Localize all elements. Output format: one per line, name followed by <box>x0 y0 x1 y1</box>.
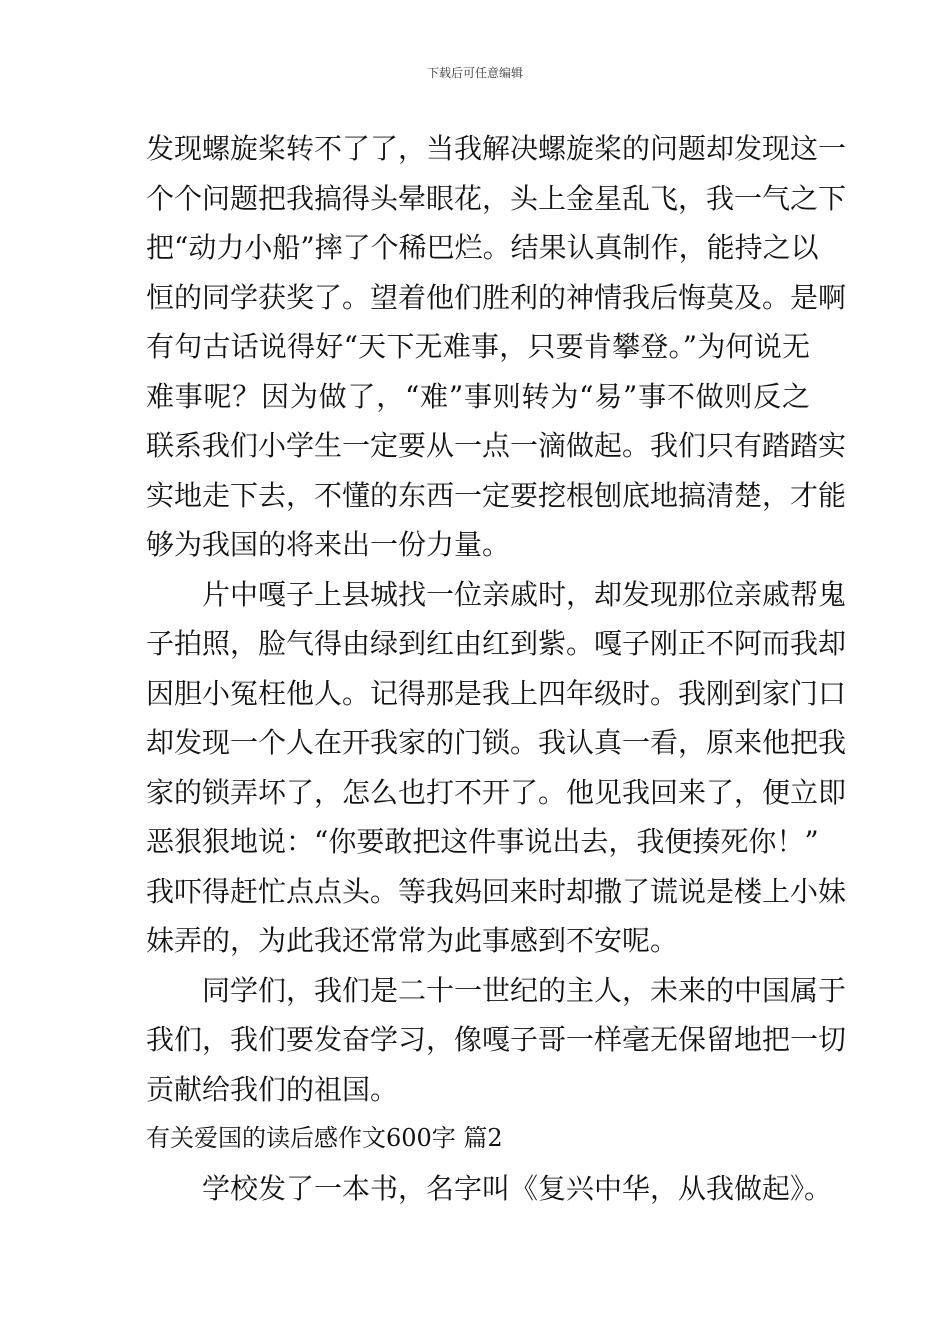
paragraph-first-line: 学校发了一本书，名字叫《复兴中华，从我做起》。 <box>202 1171 833 1205</box>
text-line: 恒的同学获奖了。望着他们胜利的神情我后悔莫及。是啊 <box>146 280 847 314</box>
text-line: 难事呢？因为做了，“难”事则转为“易”事不做则反之 <box>146 379 810 413</box>
text-line: 因胆小冤枉他人。记得那是我上四年级时。我刚到家门口 <box>146 676 847 710</box>
section-heading: 有关爱国的读后感作文600字 篇2 <box>146 1124 503 1152</box>
text-line: 联系我们小学生一定要从一点一滴做起。我们只有踏踏实 <box>146 429 847 462</box>
text-line: 我们，我们要发奋学习，像嘎子哥一样毫无保留地把一切 <box>146 1023 847 1056</box>
text-line: 把“动力小船”摔了个稀巴烂。结果认真制作，能持之以 <box>146 231 819 264</box>
text-line: 子拍照，脸气得由绿到红由红到紫。嘎子刚正不阿而我却 <box>146 627 847 660</box>
page-header-note: 下载后可任意编辑 <box>426 66 523 80</box>
text-line: 我吓得赶忙点点头。等我妈回来时却撒了谎说是楼上小妹 <box>146 874 847 908</box>
paragraph-first-line: 片中嘎子上县城找一位亲戚时，却发现那位亲戚帮鬼 <box>202 577 847 611</box>
text-line: 家的锁弄坏了，怎么也打不开了。他见我回来了，便立即 <box>146 775 847 809</box>
paragraph-first-line: 同学们，我们是二十一世纪的主人，未来的中国属于 <box>202 973 847 1007</box>
text-line: 有句古话说得好“天下无难事，只要肯攀登。”为何说无 <box>146 330 810 363</box>
document-body <box>146 124 847 1213</box>
text-line: 妹弄的，为此我还常常为此事感到不安呢。 <box>146 924 679 957</box>
text-line: 却发现一个人在开我家的门锁。我认真一看，原来他把我 <box>146 726 847 759</box>
text-line: 个个问题把我搞得头晕眼花，头上金星乱飞，我一气之下 <box>146 181 847 215</box>
text-line: 贡献给我们的祖国。 <box>146 1072 399 1106</box>
text-line: 恶狠狠地说：“你要敢把这件事说出去，我便揍死你！” <box>146 825 819 858</box>
text-line: 够为我国的将来出一份力量。 <box>146 528 511 561</box>
text-line: 实地走下去，不懂的东西一定要挖根刨底地搞清楚，才能 <box>146 478 847 512</box>
text-line: 发现螺旋桨转不了了，当我解决螺旋桨的问题却发现这一 <box>146 132 847 165</box>
